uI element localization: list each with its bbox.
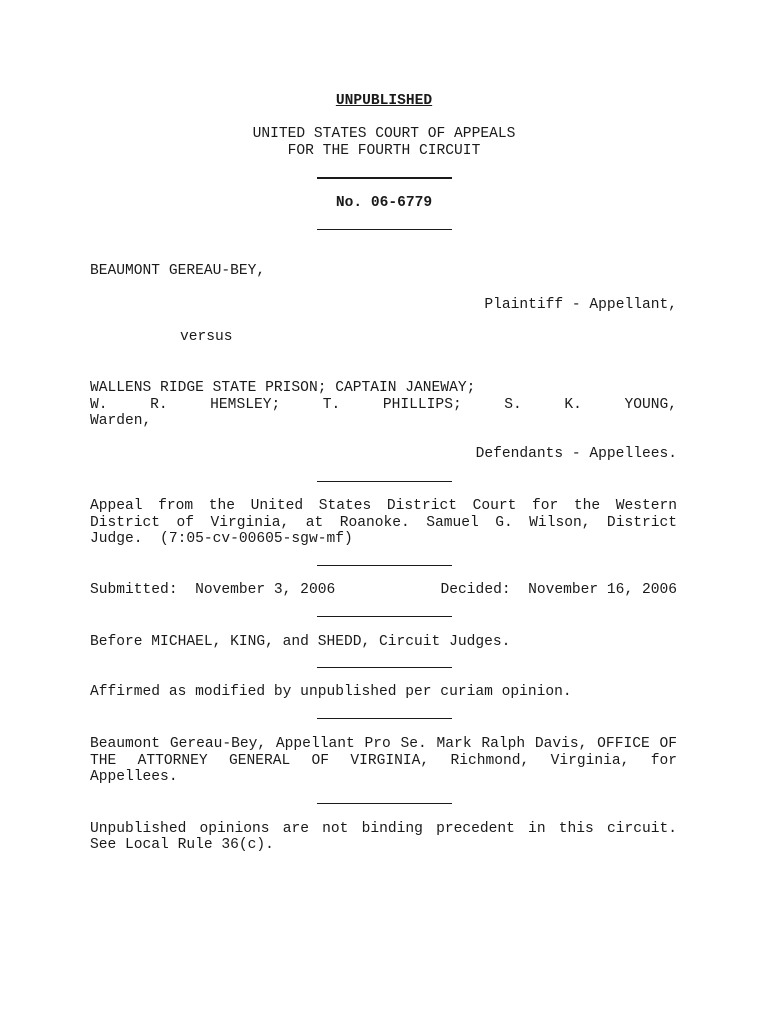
defendants-line2: W. R. HEMSLEY; T. PHILLIPS; S. K. YOUNG, xyxy=(90,397,677,413)
appeal-line3: Judge. (7:05-cv-00605-sgw-mf) xyxy=(90,531,353,547)
plaintiff-role: Plaintiff - Appellant, xyxy=(484,297,677,313)
court-name-line1: UNITED STATES COURT OF APPEALS xyxy=(252,126,516,142)
counsel-line1: Beaumont Gereau-Bey, Appellant Pro Se. Mark Ralph Davis, OFFICE OF xyxy=(90,736,677,752)
divider-rule xyxy=(317,481,452,482)
divider-rule xyxy=(317,718,452,719)
appeal-line2: District of Virginia, at Roanoke. Samuel G. Wilson, District xyxy=(90,515,677,531)
divider-rule xyxy=(317,177,452,179)
case-number: No. 06-6779 xyxy=(335,195,433,211)
divider-rule xyxy=(317,667,452,668)
defendants-role: Defendants - Appellees. xyxy=(475,446,677,462)
divider-rule xyxy=(317,803,452,804)
decided-date: Decided: November 16, 2006 xyxy=(440,582,677,598)
counsel-line2: THE ATTORNEY GENERAL OF VIRGINIA, Richmond, Virginia, for xyxy=(90,753,677,769)
notice-line1: Unpublished opinions are not binding precedent in this circuit. xyxy=(90,821,677,837)
defendants-line1: WALLENS RIDGE STATE PRISON; CAPTAIN JANEWAY; xyxy=(90,380,476,396)
publication-status: UNPUBLISHED xyxy=(335,93,433,109)
defendants-line3: Warden, xyxy=(90,413,152,429)
court-name-line2: FOR THE FOURTH CIRCUIT xyxy=(287,143,481,159)
counsel-line3: Appellees. xyxy=(90,769,178,785)
panel-judges: Before MICHAEL, KING, and SHEDD, Circuit Judges. xyxy=(90,634,511,650)
appeal-line1: Appeal from the United States District Court for the Western xyxy=(90,498,677,514)
disposition: Affirmed as modified by unpublished per curiam opinion. xyxy=(90,684,572,700)
notice-line2: See Local Rule 36(c). xyxy=(90,837,274,853)
divider-rule xyxy=(317,616,452,617)
versus-label: versus xyxy=(180,329,233,345)
divider-rule xyxy=(317,565,452,566)
divider-rule xyxy=(317,229,452,230)
plaintiff-name: BEAUMONT GEREAU-BEY, xyxy=(90,263,266,279)
submitted-date: Submitted: November 3, 2006 xyxy=(90,582,336,598)
